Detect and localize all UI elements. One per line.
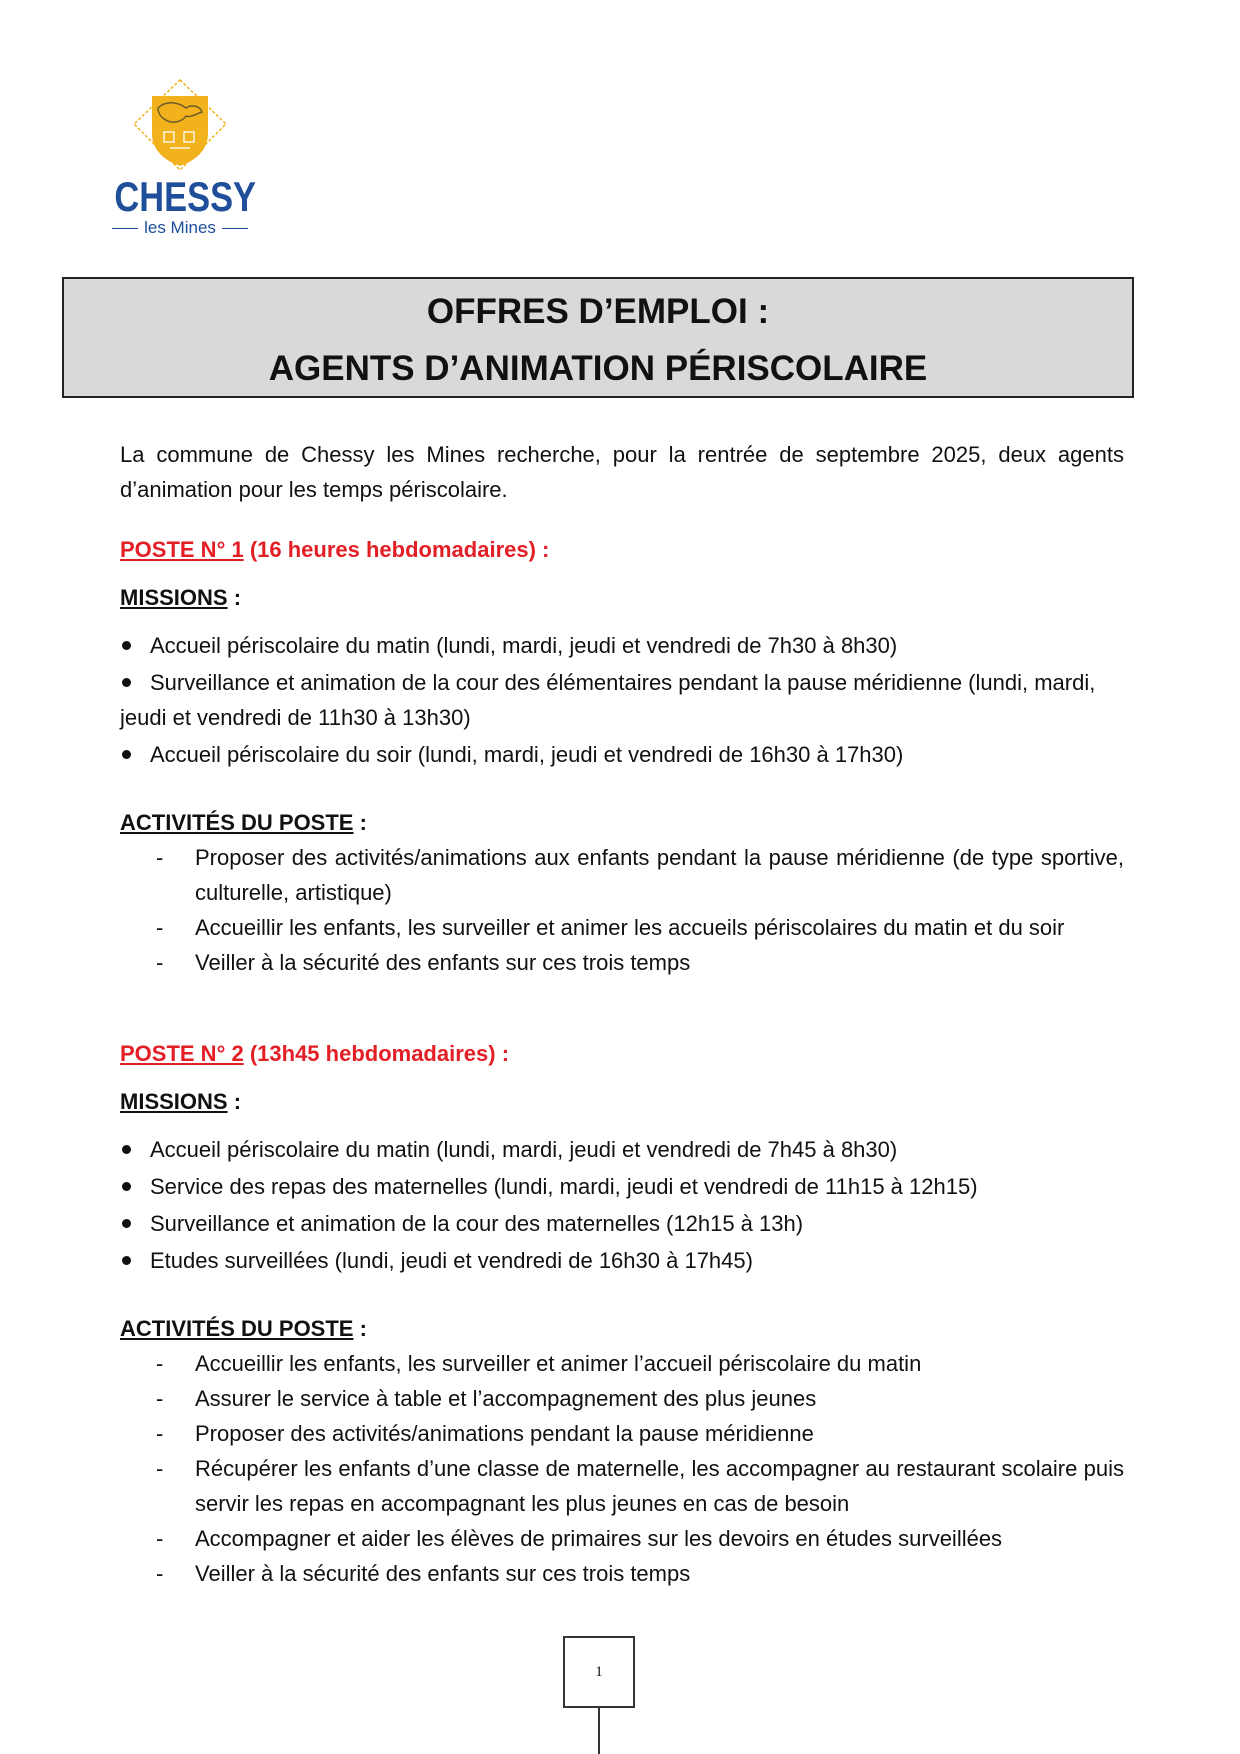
list-item: - Proposer des activités/animations aux enfants pendant la pause méridienne (de type sportive, culturelle, artistique) [156, 845, 1124, 905]
list-item: Service des repas des maternelles (lundi, mardi, jeudi et vendredi de 11h15 à 12h15) [120, 1169, 1124, 1204]
bullet-icon [122, 1219, 131, 1228]
poste-2-activites-list [120, 1346, 1124, 1591]
bullet-icon [122, 1182, 131, 1191]
list-item: - Proposer des activités/animations pendant la pause méridienne [156, 1421, 814, 1446]
list-item: Accueil périscolaire du soir (lundi, mardi, jeudi et vendredi de 16h30 à 17h30) [120, 737, 1124, 772]
page-number-connector [598, 1708, 600, 1754]
coat-of-arms-icon [130, 78, 230, 174]
list-item: Surveillance et animation de la cour des maternelles (12h15 à 13h) [120, 1206, 1124, 1241]
poste-1-activites-label: ACTIVITÉS DU POSTE : [120, 810, 367, 835]
list-item: - Accompagner et aider les élèves de primaires sur les devoirs en études surveillées [156, 1526, 1003, 1551]
bullet-icon [122, 750, 131, 759]
list-item: - Accueillir les enfants, les surveiller et animer l’accueil périscolaire du matin [156, 1351, 922, 1376]
poste-2-activites-label: ACTIVITÉS DU POSTE : [120, 1316, 367, 1341]
list-item: - Veiller à la sécurité des enfants sur ces trois temps [156, 1561, 691, 1586]
document-body [120, 437, 1124, 1591]
list-item: Accueil périscolaire du matin (lundi, mardi, jeudi et vendredi de 7h45 à 8h30) [120, 1132, 1124, 1167]
poste-1-missions-list [120, 628, 1124, 772]
list-item: - Veiller à la sécurité des enfants sur ces trois temps [156, 950, 691, 975]
bullet-icon [122, 1145, 131, 1154]
list-item: - Récupérer les enfants d’une classe de maternelle, les accompagner au restaurant scolaire puis servir les repas en accompagnant les plus jeunes en cas de besoin [156, 1456, 1124, 1516]
poste-1-heading: POSTE N° 1 (16 heures hebdomadaires) : [120, 537, 550, 562]
logo-wordmark: CHESSY [114, 173, 257, 220]
title-box [62, 277, 1134, 398]
bullet-icon [122, 641, 131, 650]
poste-1-missions-label: MISSIONS : [120, 585, 242, 610]
list-item: - Assurer le service à table et l’accompagnement des plus jeunes [156, 1386, 817, 1411]
title-line-2: AGENTS D’ANIMATION PÉRISCOLAIRE [268, 349, 928, 388]
page-number: 1 [563, 1636, 635, 1708]
list-item: Etudes surveillées (lundi, jeudi et vendredi de 16h30 à 17h45) [120, 1243, 1124, 1278]
poste-2-missions-label: MISSIONS : [120, 1089, 242, 1114]
poste-2-missions-list [120, 1132, 1124, 1278]
chessy-logo [100, 78, 260, 242]
poste-1-activites-list [120, 840, 1124, 980]
bullet-icon [122, 1256, 131, 1265]
list-item: Accueil périscolaire du matin (lundi, mardi, jeudi et vendredi de 7h30 à 8h30) [120, 628, 1124, 663]
logo-subtitle: les Mines [100, 218, 260, 238]
bullet-icon [122, 678, 131, 687]
intro-paragraph: La commune de Chessy les Mines recherche, pour la rentrée de septembre 2025, deux agents d’animation pour les temps périscolaire. [120, 442, 1124, 502]
list-item: Surveillance et animation de la cour des élémentaires pendant la pause méridienne (lundi, mardi, jeudi et vendredi de 11h30 à 13h30) [120, 670, 1096, 730]
list-item: - Accueillir les enfants, les surveiller et animer les accueils périscolaires du matin et du soir [156, 915, 1065, 940]
poste-2-heading: POSTE N° 2 (13h45 hebdomadaires) : [120, 1041, 510, 1066]
title-line-1: OFFRES D’EMPLOI : [426, 292, 770, 331]
